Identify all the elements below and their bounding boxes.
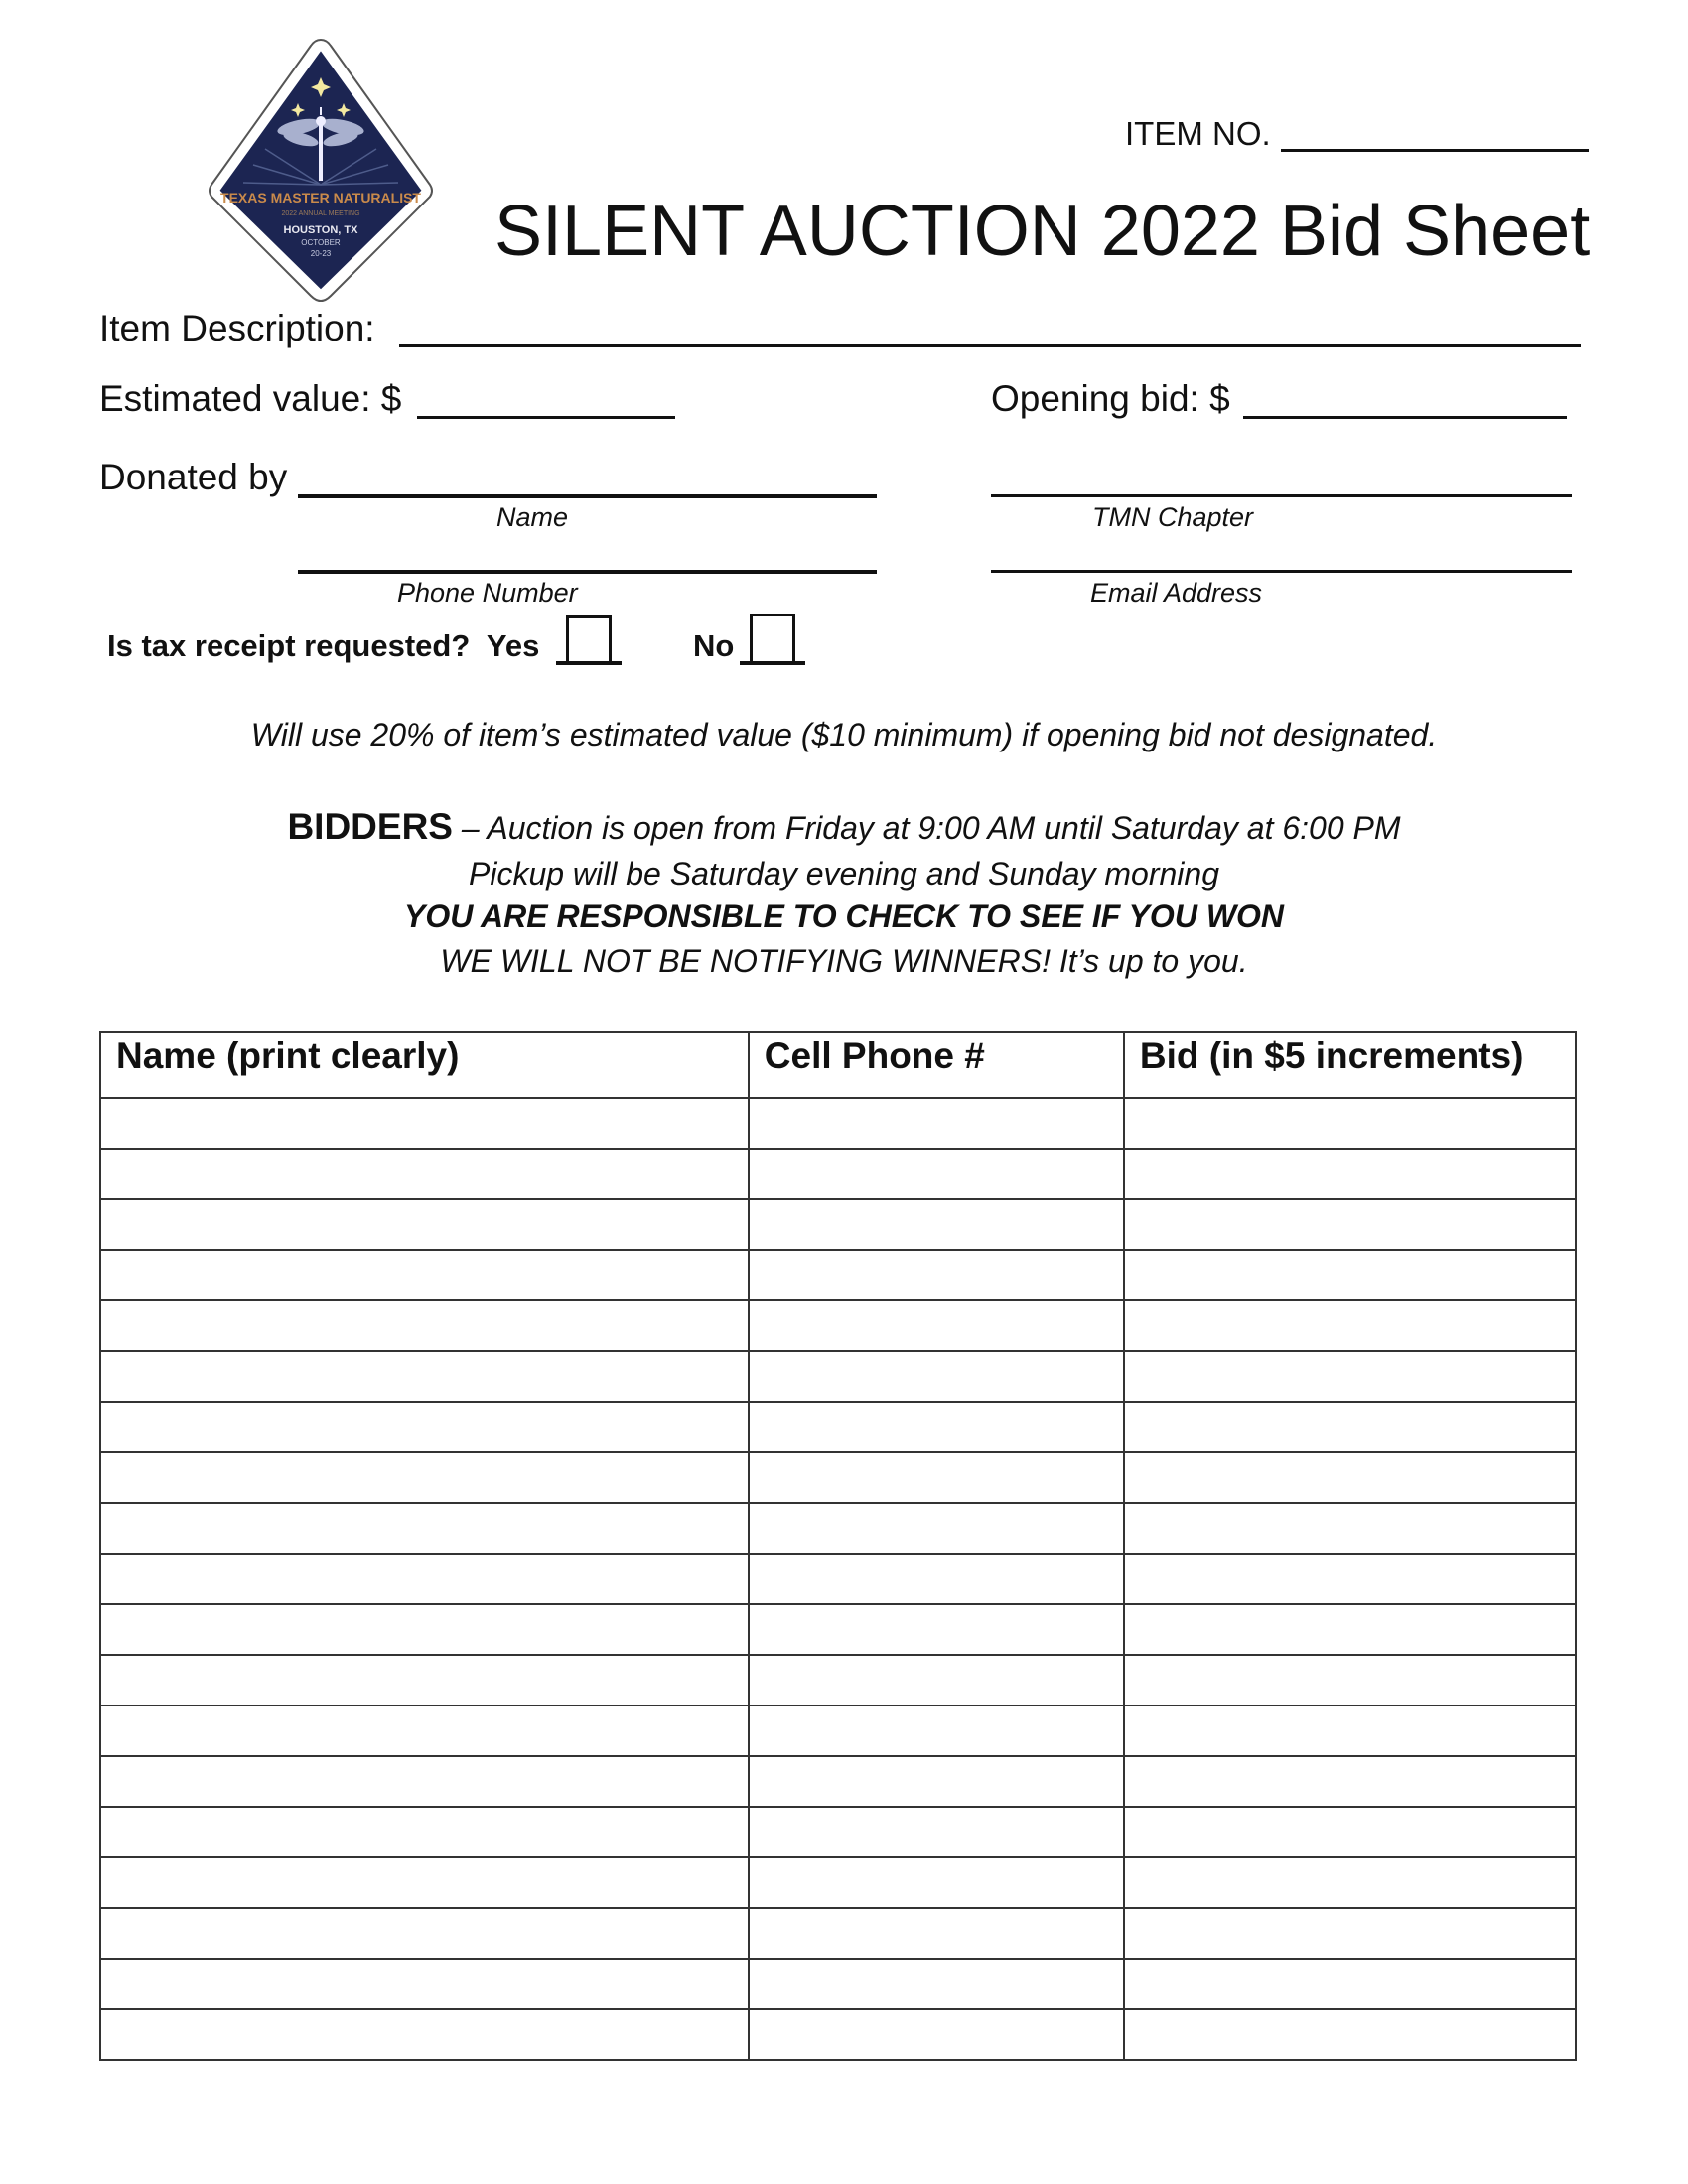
- bid-amount-cell[interactable]: [1124, 1402, 1576, 1452]
- bidder-phone-cell[interactable]: [749, 1149, 1124, 1199]
- donor-phone-caption: Phone Number: [397, 578, 578, 608]
- yes-checkbox-underline: [556, 661, 622, 665]
- bidders-heading: BIDDERS: [287, 806, 453, 847]
- dragonfly-diamond-emblem-icon: [204, 36, 438, 306]
- bidders-dash: –: [452, 810, 488, 846]
- table-row: [100, 1554, 1576, 1604]
- bid-amount-cell[interactable]: [1124, 1959, 1576, 2009]
- bidder-name-cell[interactable]: [100, 1756, 749, 1807]
- donor-phone-field[interactable]: [298, 570, 877, 574]
- bidder-name-cell[interactable]: [100, 1250, 749, 1300]
- table-row: [100, 1098, 1576, 1149]
- estimated-value-label: Estimated value: $: [99, 378, 402, 419]
- bidder-phone-cell[interactable]: [749, 1857, 1124, 1908]
- bid-amount-cell[interactable]: [1124, 1807, 1576, 1857]
- item-no-label: ITEM NO.: [1125, 115, 1271, 152]
- tmn-chapter-field[interactable]: [991, 494, 1572, 497]
- tax-receipt-label: Is tax receipt requested?: [107, 628, 471, 663]
- bid-amount-cell[interactable]: [1124, 1452, 1576, 1503]
- bidder-phone-cell[interactable]: [749, 1503, 1124, 1554]
- bidder-name-cell[interactable]: [100, 1199, 749, 1250]
- bid-amount-cell[interactable]: [1124, 1554, 1576, 1604]
- bid-amount-cell[interactable]: [1124, 1655, 1576, 1706]
- bidder-phone-cell[interactable]: [749, 1250, 1124, 1300]
- table-row: [100, 1655, 1576, 1706]
- no-notify-note: WE WILL NOT BE NOTIFYING WINNERS! It’s up to you.: [440, 943, 1248, 979]
- tax-receipt-no-label: No: [693, 628, 735, 663]
- bidder-phone-cell[interactable]: [749, 1199, 1124, 1250]
- svg-text:TEXAS MASTER NATURALIST: TEXAS MASTER NATURALIST: [220, 190, 421, 205]
- auction-hours: Auction is open from Friday at 9:00 AM until Saturday at 6:00 PM: [487, 810, 1401, 846]
- bidder-phone-cell[interactable]: [749, 1402, 1124, 1452]
- table-row: [100, 1149, 1576, 1199]
- donor-name-caption: Name: [496, 502, 569, 532]
- bid-amount-cell[interactable]: [1124, 1149, 1576, 1199]
- bidder-name-cell[interactable]: [100, 1554, 749, 1604]
- bid-amount-cell[interactable]: [1124, 1604, 1576, 1655]
- bid-amount-cell[interactable]: [1124, 1250, 1576, 1300]
- bidder-phone-cell[interactable]: [749, 1300, 1124, 1351]
- table-row: [100, 1351, 1576, 1402]
- bidder-name-cell[interactable]: [100, 2009, 749, 2060]
- column-header-bid: Bid (in $5 increments): [1124, 1032, 1576, 1098]
- donated-by-label: Donated by: [99, 457, 288, 497]
- column-header-name: Name (print clearly): [100, 1032, 749, 1098]
- table-row: [100, 1959, 1576, 2009]
- svg-text:20-23: 20-23: [310, 249, 332, 258]
- table-row: [100, 1250, 1576, 1300]
- item-description-field[interactable]: [399, 344, 1581, 347]
- pickup-note: Pickup will be Saturday evening and Sunday morning: [468, 856, 1219, 891]
- bidder-phone-cell[interactable]: [749, 1452, 1124, 1503]
- bidder-name-cell[interactable]: [100, 1706, 749, 1756]
- responsibility-note: YOU ARE RESPONSIBLE TO CHECK TO SEE IF YOU WON: [403, 898, 1285, 934]
- bidder-name-cell[interactable]: [100, 1300, 749, 1351]
- svg-text:HOUSTON, TX: HOUSTON, TX: [283, 224, 358, 236]
- tax-receipt-yes-checkbox[interactable]: [566, 615, 612, 663]
- bid-amount-cell[interactable]: [1124, 1908, 1576, 1959]
- bidder-phone-cell[interactable]: [749, 1756, 1124, 1807]
- bidder-phone-cell[interactable]: [749, 1098, 1124, 1149]
- bidder-name-cell[interactable]: [100, 1908, 749, 1959]
- bidder-phone-cell[interactable]: [749, 1706, 1124, 1756]
- bidder-name-cell[interactable]: [100, 1402, 749, 1452]
- bidder-name-cell[interactable]: [100, 1098, 749, 1149]
- tax-receipt-question: [107, 628, 539, 664]
- bid-table: [99, 1031, 1577, 2061]
- bid-amount-cell[interactable]: [1124, 1857, 1576, 1908]
- column-header-cell-phone: Cell Phone #: [749, 1032, 1124, 1098]
- tmn-chapter-caption: TMN Chapter: [1092, 502, 1254, 532]
- bidder-name-cell[interactable]: [100, 1807, 749, 1857]
- table-row: [100, 1807, 1576, 1857]
- bidder-name-cell[interactable]: [100, 1351, 749, 1402]
- bid-table-header: [100, 1032, 1576, 1098]
- table-row: [100, 1402, 1576, 1452]
- bidder-name-cell[interactable]: [100, 1604, 749, 1655]
- svg-text:2022 ANNUAL MEETING: 2022 ANNUAL MEETING: [281, 210, 360, 217]
- table-row: [100, 1908, 1576, 1959]
- bidder-name-cell[interactable]: [100, 1452, 749, 1503]
- item-description-label: Item Description:: [99, 308, 375, 348]
- bidder-phone-cell[interactable]: [749, 1655, 1124, 1706]
- table-row: [100, 1756, 1576, 1807]
- bidder-phone-cell[interactable]: [749, 1959, 1124, 2009]
- bidder-name-cell[interactable]: [100, 1857, 749, 1908]
- tax-receipt-no-checkbox[interactable]: [750, 614, 795, 661]
- estimated-value-field[interactable]: [417, 416, 675, 419]
- opening-bid-rule-note: Will use 20% of item’s estimated value ($10 minimum) if opening bid not designated.: [250, 717, 1438, 752]
- bid-amount-cell[interactable]: [1124, 1300, 1576, 1351]
- opening-bid-field[interactable]: [1243, 416, 1567, 419]
- table-row: [100, 1199, 1576, 1250]
- table-row: [100, 1452, 1576, 1503]
- bid-amount-cell[interactable]: [1124, 1706, 1576, 1756]
- bid-amount-cell[interactable]: [1124, 1098, 1576, 1149]
- table-row: [100, 2009, 1576, 2060]
- bidder-phone-cell[interactable]: [749, 1807, 1124, 1857]
- bid-amount-cell[interactable]: [1124, 2009, 1576, 2060]
- tax-receipt-yes-label: Yes: [486, 628, 540, 663]
- table-row: [100, 1503, 1576, 1554]
- donor-email-caption: Email Address: [1090, 578, 1263, 608]
- bid-amount-cell[interactable]: [1124, 1503, 1576, 1554]
- table-row: [100, 1300, 1576, 1351]
- bid-amount-cell[interactable]: [1124, 1756, 1576, 1807]
- table-row: [100, 1604, 1576, 1655]
- bidder-phone-cell[interactable]: [749, 1604, 1124, 1655]
- page-title: SILENT AUCTION 2022 Bid Sheet: [494, 192, 1591, 271]
- bid-amount-cell[interactable]: [1124, 1199, 1576, 1250]
- donor-name-field[interactable]: [298, 494, 877, 498]
- item-no-field[interactable]: [1281, 149, 1589, 152]
- texas-master-naturalist-logo: [204, 36, 438, 306]
- bidder-phone-cell[interactable]: [749, 1351, 1124, 1402]
- table-row: [100, 1857, 1576, 1908]
- donor-email-field[interactable]: [991, 570, 1572, 573]
- bidder-name-cell[interactable]: [100, 1959, 749, 2009]
- no-checkbox-underline: [740, 661, 805, 665]
- bidder-phone-cell[interactable]: [749, 2009, 1124, 2060]
- bidder-phone-cell[interactable]: [749, 1554, 1124, 1604]
- bidder-name-cell[interactable]: [100, 1149, 749, 1199]
- bidder-name-cell[interactable]: [100, 1655, 749, 1706]
- bid-amount-cell[interactable]: [1124, 1351, 1576, 1402]
- table-row: [100, 1706, 1576, 1756]
- opening-bid-label: Opening bid: $: [991, 378, 1230, 419]
- bidder-phone-cell[interactable]: [749, 1908, 1124, 1959]
- bidder-name-cell[interactable]: [100, 1503, 749, 1554]
- svg-text:OCTOBER: OCTOBER: [301, 238, 341, 247]
- bidders-hours-line: [0, 806, 1688, 848]
